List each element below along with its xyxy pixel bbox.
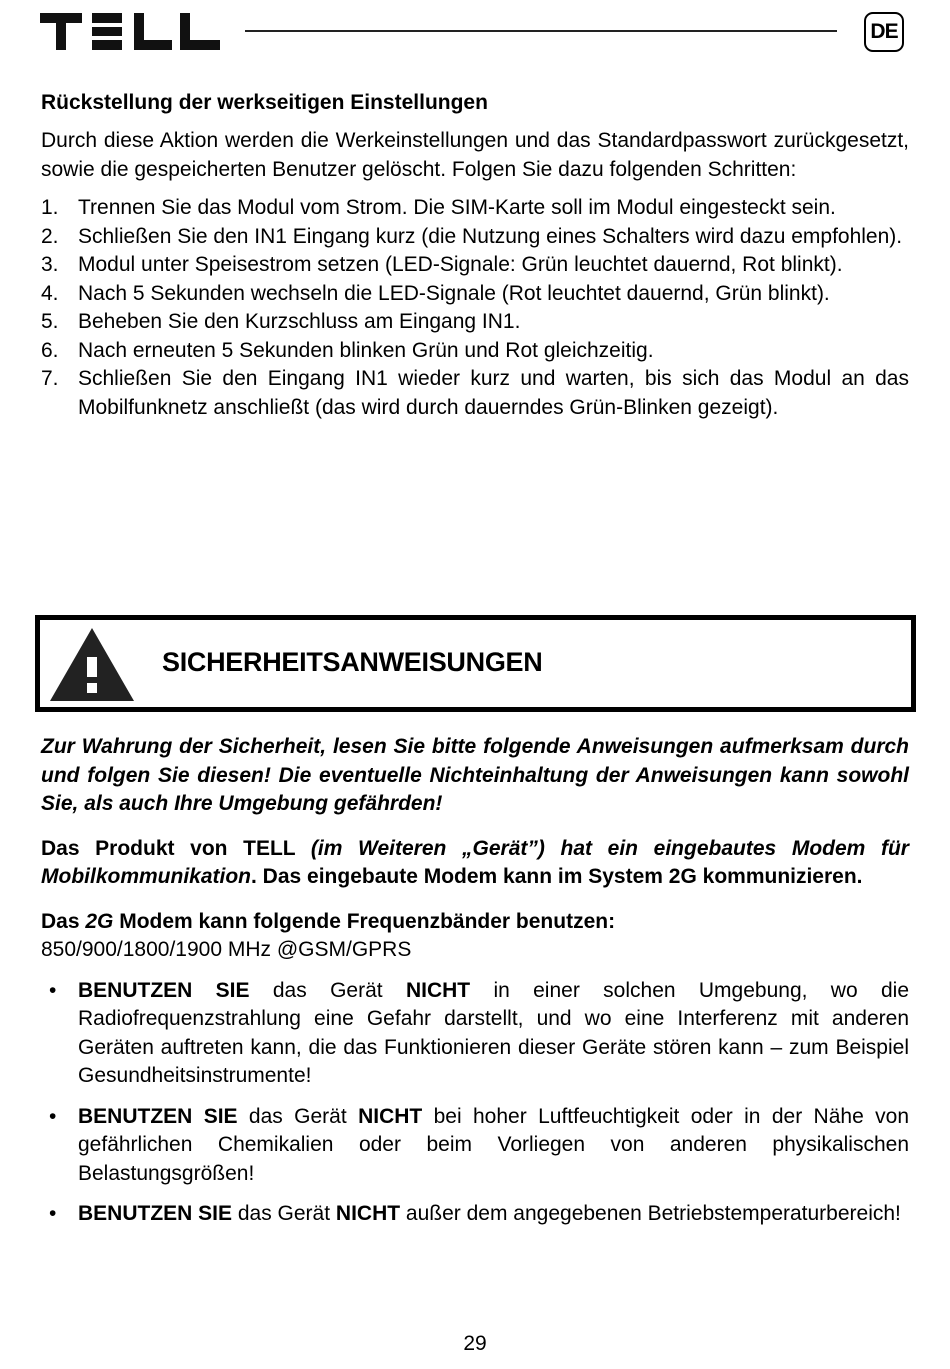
page-header — [0, 0, 950, 70]
list-item: 4. Nach 5 Sekunden wechseln die LED-Signale (Rot leuchtet dauernd, Grün blinkt). — [41, 281, 830, 305]
warning-icon — [48, 625, 136, 703]
safety-section — [41, 733, 909, 1241]
safety-heading-box — [35, 615, 916, 712]
tell-logo — [40, 13, 220, 50]
section-title: Rückstellung der werkseitigen Einstellungen — [41, 91, 488, 114]
bands-heading: Das 2G Modem kann folgende Frequenzbänder benutzen: — [41, 909, 616, 933]
steps-list — [41, 194, 909, 422]
list-item: 6. Nach erneuten 5 Sekunden blinken Grün und Rot gleichzeitig. — [41, 338, 654, 362]
page-number: 29 — [463, 1332, 487, 1355]
language-badge: DE — [864, 12, 904, 52]
header-divider — [245, 30, 837, 32]
section-intro: Durch diese Aktion werden die Werkeinstellungen und das Standardpasswort zurückgesetzt, sowie die gespeicherten Benutzer gelöscht. Folgen Sie dazu folgenden Schritten: — [41, 129, 909, 181]
list-item: 7. Schließen Sie den Eingang IN1 wieder kurz und warten, bis sich das Modul an das Mobilfunknetz anschließt (das wird durch dauerndes Grün-Blinken gezeigt). — [41, 367, 909, 419]
list-item: 2. Schließen Sie den IN1 Eingang kurz (die Nutzung eines Schalters wird dazu empfohlen). — [41, 224, 903, 248]
safety-title: SICHERHEITSANWEISUNGEN — [162, 647, 543, 677]
safety-bullets — [41, 977, 909, 1229]
list-item: 1. Trennen Sie das Modul vom Strom. Die SIM-Karte soll im Modul eingesteckt sein. — [41, 196, 836, 219]
list-item: • BENUTZEN SIE das Gerät NICHT bei hoher Luftfeuchtigkeit oder in der Nähe von gefährlichen Chemikalien oder beim Vorliegen von anderen physikalischen Belastungsgrößen! — [49, 1104, 909, 1185]
bands-values: 850/900/1800/1900 MHz @GSM/GPRS — [41, 938, 412, 961]
list-item: • BENUTZEN SIE das Gerät NICHT in einer solchen Umgebung, wo die Radiofrequenzstrahlung eine Gefahr darstellt, und wo eine Interferenz mit anderen Geräten auftreten kann, die das Funktionieren dieser Geräte stören kann – zum Beispiel Gesundheitsinstrumente! — [49, 978, 910, 1087]
list-item: • BENUTZEN SIE das Gerät NICHT außer dem angegebenen Betriebstemperaturbereich! — [49, 1202, 901, 1225]
list-item: 3. Modul unter Speisestrom setzen (LED-Signale: Grün leuchtet dauernd, Rot blinkt). — [41, 253, 843, 276]
safety-intro: Zur Wahrung der Sicherheit, lesen Sie bitte folgende Anweisungen aufmerksam durch und folgen Sie diesen! Die eventuelle Nichteinhaltung der Anweisungen kann sowohl Sie, als auch Ihre Umgebung gefährden! — [41, 735, 909, 815]
reset-section — [41, 89, 909, 422]
list-item: 5. Beheben Sie den Kurzschluss am Eingang IN1. — [41, 310, 521, 333]
product-paragraph: Das Produkt von TELL (im Weiteren „Gerät”) hat ein eingebautes Modem für Mobilkommunikation. Das eingebaute Modem kann im System 2G kommunizieren. — [41, 836, 909, 888]
